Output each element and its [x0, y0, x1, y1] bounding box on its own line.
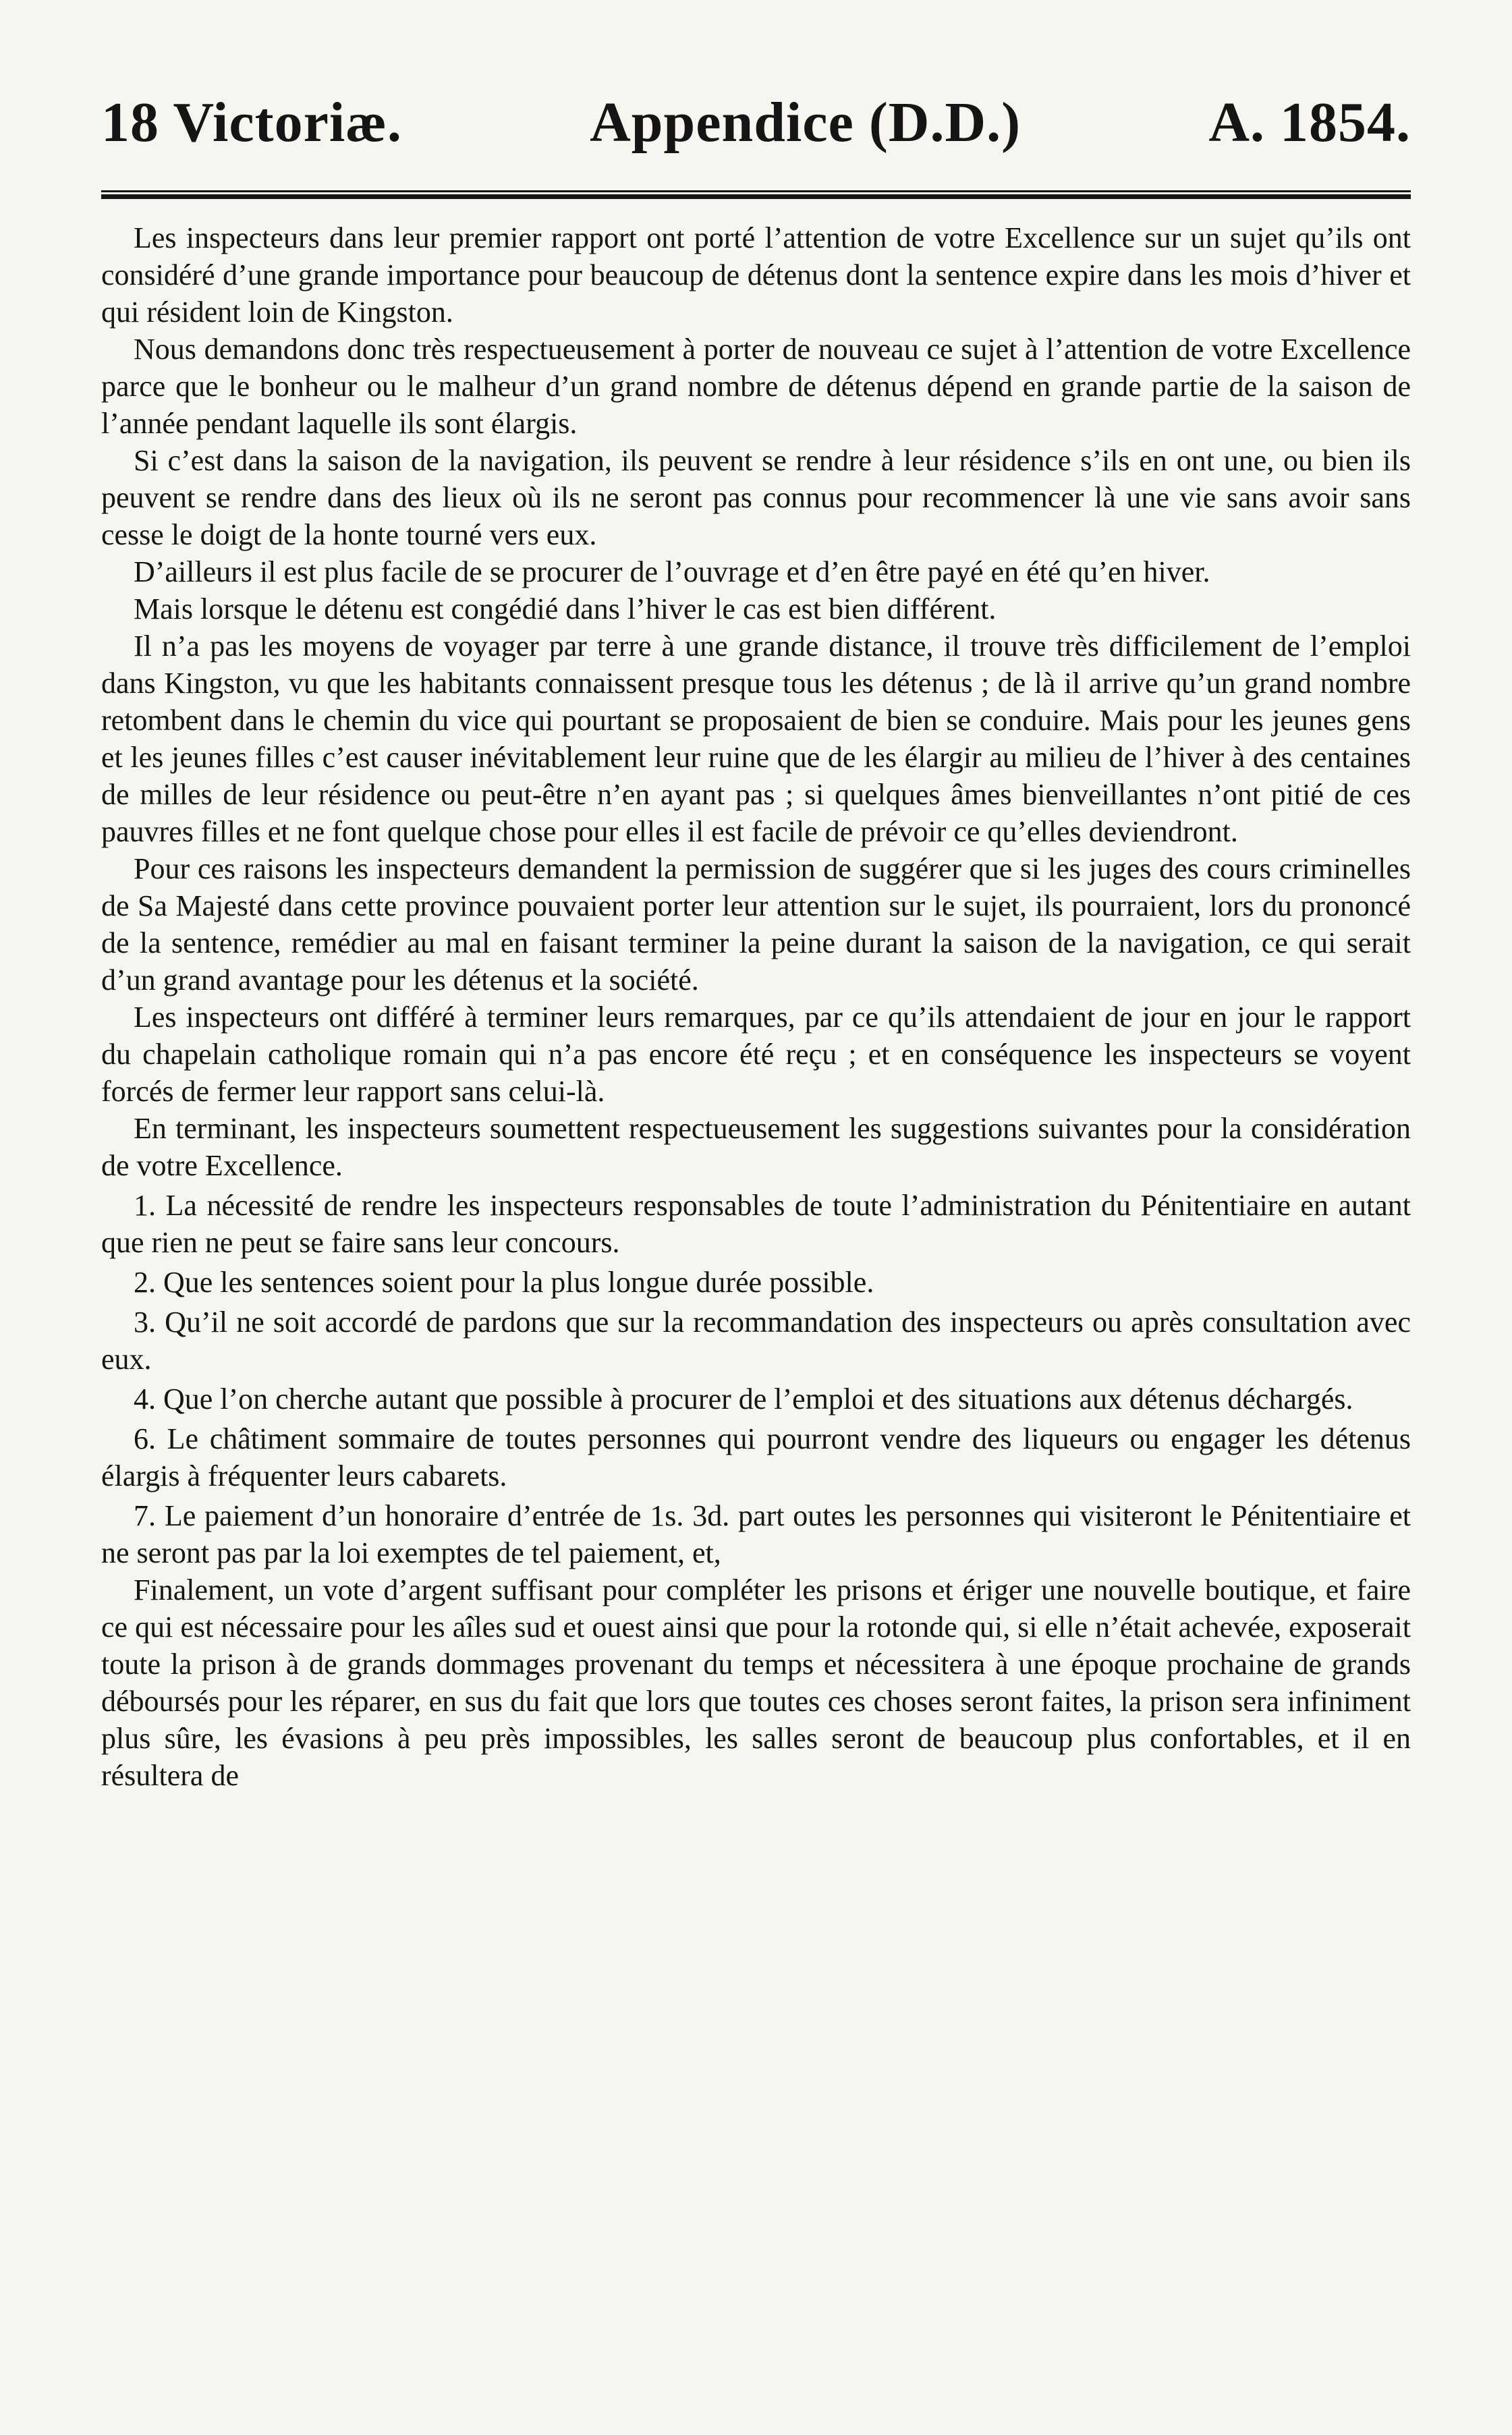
paragraph: D’ailleurs il est plus facile de se procurer de l’ouvrage et d’en être payé en été qu’en hiver.	[134, 555, 1210, 588]
header-double-rule	[101, 190, 1411, 199]
paragraph: Mais lorsque le détenu est congédié dans l’hiver le cas est bien différent.	[134, 592, 997, 625]
paragraph: Les inspecteurs dans leur premier rapport ont porté l’attention de votre Excellence sur un sujet qu’ils ont considéré d’une grande importance pour beaucoup de détenus dont la sentence expire dans les mois d’hiver et qui résident loin de Kingston.	[101, 221, 1411, 329]
paragraph: Nous demandons donc très respectueusement à porter de nouveau ce sujet à l’attention de votre Excellence parce que le bonheur ou le malheur d’un grand nombre de détenus dépend en grande partie de la saison de l’année pendant laquelle ils sont élargis.	[101, 333, 1411, 440]
paragraph: Les inspecteurs ont différé à terminer leurs remarques, par ce qu’ils attendaient de jour en jour le rapport du chapelain catholique romain qui n’a pas encore été reçu ; et en conséquence les inspecteurs se voyent forcés de fermer leur rapport sans celui-là.	[101, 1001, 1411, 1108]
suggestion-item: 3. Qu’il ne soit accordé de pardons que sur la recommandation des inspecteurs ou après consultation avec eux.	[101, 1306, 1411, 1376]
header-year: A. 1854.	[1208, 91, 1411, 154]
suggestion-item: 2. Que les sentences soient pour la plus longue durée possible.	[134, 1266, 874, 1299]
page-header	[101, 91, 1411, 154]
suggestion-item: 6. Le châtiment sommaire de toutes personnes qui pourront vendre des liqueurs ou engager les détenus élargis à fréquenter leurs cabarets.	[101, 1422, 1411, 1492]
paragraph: En terminant, les inspecteurs soumettent respectueusement les suggestions suivantes pour la considération de votre Excellence.	[101, 1112, 1411, 1182]
paragraph: Il n’a pas les moyens de voyager par terre à une grande distance, il trouve très difficilement de l’emploi dans Kingston, vu que les habitants connaissent presque tous les détenus ; de là il arrive qu’un grand nombre retombent dans le chemin du vice qui pourtant se proposaient de bien se conduire. Mais pour les jeunes gens et les jeunes filles c’est causer inévitablement leur ruine que de les élargir au milieu de l’hiver à des centaines de milles de leur résidence ou peut-être n’en ayant pas ; si quelques âmes bienveillantes n’ont pitié de ces pauvres filles et ne font quelque chose pour elles il est facile de prévoir ce qu’elles deviendront.	[101, 629, 1411, 848]
suggestion-item: 7. Le paiement d’un honoraire d’entrée de 1s. 3d. part outes les personnes qui visiteront le Pénitentiaire et ne seront pas par la loi exemptes de tel paiement, et,	[101, 1499, 1411, 1569]
suggestion-item: 4. Que l’on cherche autant que possible à procurer de l’emploi et des situations aux détenus déchargés.	[134, 1382, 1353, 1416]
closing-paragraph: Finalement, un vote d’argent suffisant pour compléter les prisons et ériger une nouvelle boutique, et faire ce qui est nécessaire pour les aîles sud et ouest ainsi que pour la rotonde qui, si elle n’était achevée, exposerait toute la prison à de grands dommages provenant du temps et nécessitera à une époque prochaine de grands déboursés pour les réparer, en sus du fait que lors que toutes ces choses seront faites, la prison sera infiniment plus sûre, les évasions à peu près impossibles, les salles seront de beaucoup plus confortables, et il en résultera de	[101, 1573, 1411, 1792]
header-regnal-year: 18 Victoriæ.	[101, 91, 402, 154]
paragraph: Pour ces raisons les inspecteurs demandent la permission de suggérer que si les juges des cours criminelles de Sa Majesté dans cette province pouvaient porter leur attention sur le sujet, ils pourraient, lors du prononcé de la sentence, remédier au mal en faisant terminer la peine durant la saison de la navigation, ce qui serait d’un grand avantage pour les détenus et la société.	[101, 852, 1411, 997]
paragraph: Si c’est dans la saison de la navigation, ils peuvent se rendre à leur résidence s’ils en ont une, ou bien ils peuvent se rendre dans des lieux où ils ne seront pas connus pour recommencer là une vie sans avoir sans cesse le doigt de la honte tourné vers eux.	[101, 444, 1411, 551]
header-appendix-title: Appendice (D.D.)	[590, 91, 1021, 154]
report-body	[101, 219, 1411, 1794]
suggestion-item: 1. La nécessité de rendre les inspecteurs responsables de toute l’administration du Pénitentiaire en autant que rien ne peut se faire sans leur concours.	[101, 1189, 1411, 1259]
